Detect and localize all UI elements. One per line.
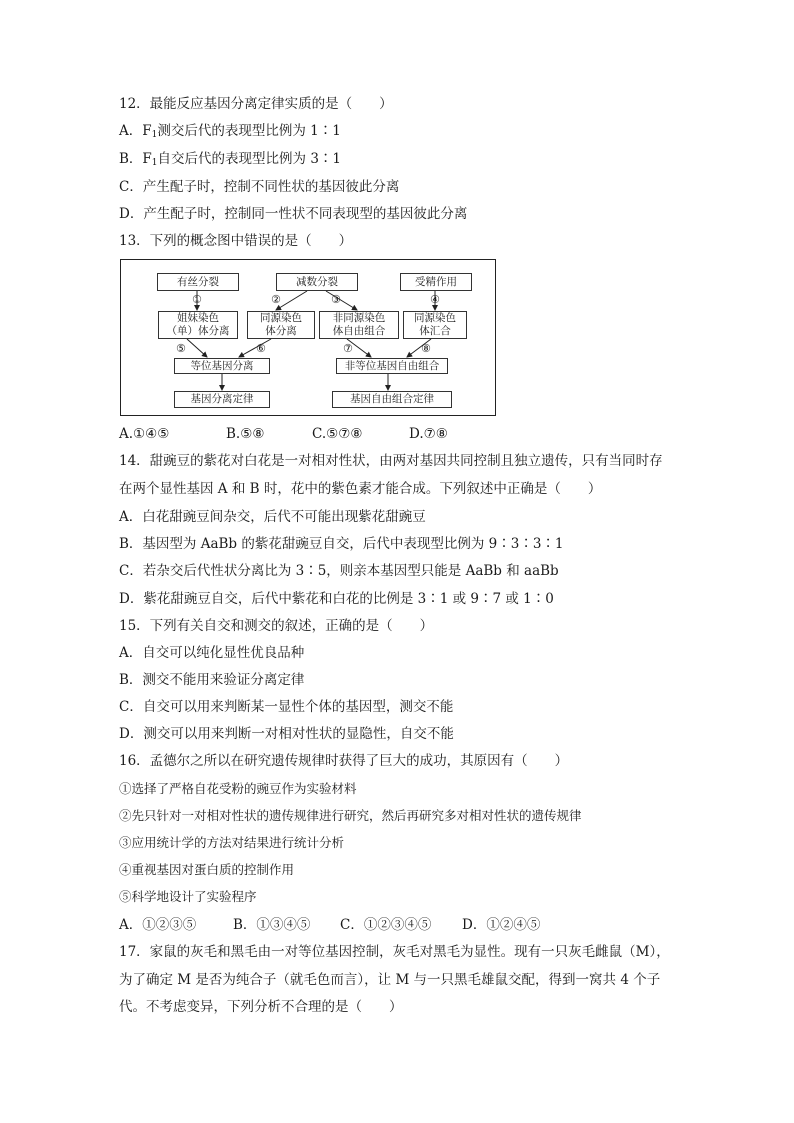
- q16-option-b: B．①③④⑤: [233, 917, 311, 933]
- q16-item-1: ①选择了严格自花受粉的豌豆作为实验材料: [119, 781, 357, 796]
- box-sister-chromatid-separation: 姐妹染色 （单）体分离: [158, 311, 238, 339]
- q16-item-2: ②先只针对一对相对性状的遗传规律进行研究，然后再研究多对相对性状的遗传规律: [119, 808, 582, 823]
- q16-item-5: ⑤科学地设计了实验程序: [119, 889, 257, 904]
- q16-option-c: C．①②③④⑤: [340, 917, 432, 933]
- label-4: ④: [430, 293, 440, 306]
- q14-stem-line1: 14．甜豌豆的紫花对白花是一对相对性状，由两对基因共同控制且独立遗传，只有当同时存: [119, 453, 663, 469]
- q15-option-c: C．自交可以用来判断某一显性个体的基因型，测交不能: [119, 699, 454, 715]
- label-7: ⑦: [343, 342, 353, 355]
- q14-option-a: A．白花甜豌豆间杂交，后代不可能出现紫花甜豌豆: [119, 509, 426, 525]
- q15-stem: 15．下列有关自交和测交的叙述，正确的是（ ）: [119, 618, 434, 634]
- q15-option-b: B．测交不能用来验证分离定律: [119, 672, 305, 688]
- q13-option-d: D.⑦⑧: [409, 426, 448, 442]
- q16-item-3: ③应用统计学的方法对结果进行统计分析: [119, 835, 345, 850]
- q12-option-d: D．产生配子时，控制同一性状不同表现型的基因彼此分离: [119, 206, 468, 222]
- box-meiosis: 减数分裂: [276, 273, 358, 291]
- q15-option-d: D．测交可以用来判断一对相对性状的显隐性，自交不能: [119, 726, 454, 742]
- q12-option-a: A．$F_1$测交后代的表现型比例为 1∶1: [119, 123, 341, 140]
- label-8: ⑧: [421, 342, 431, 355]
- q16-item-4: ④重视基因对蛋白质的控制作用: [119, 862, 295, 877]
- q16-option-a: A．①②③⑤: [119, 917, 197, 933]
- label-2: ②: [271, 293, 281, 306]
- q14-stem-line2: 在两个显性基因 A 和 B 时，花中的紫色素才能合成。下列叙述中正确是（ ）: [119, 481, 602, 497]
- q14-option-c: C．若杂交后代性状分离比为 3∶5，则亲本基因型只能是 AaBb 和 aaBb: [119, 563, 559, 579]
- q12-option-c: C．产生配子时，控制不同性状的基因彼此分离: [119, 179, 400, 195]
- arrow-6: [239, 339, 271, 357]
- box-law-segregation: 基因分离定律: [174, 391, 270, 408]
- q17-stem-line2: 为了确定 M 是否为纯合子（就毛色而言），让 M 与一只黑毛雄鼠交配，得到一窝共 4 个子: [119, 972, 661, 988]
- q13-options: [119, 425, 448, 443]
- box-nonallele-assortment: 非等位基因自由组合: [336, 358, 448, 374]
- box-allele-separation: 等位基因分离: [174, 358, 270, 374]
- label-1: ①: [192, 293, 202, 306]
- q13-option-b: B.⑤⑧: [226, 426, 265, 442]
- q16-options: [119, 916, 540, 934]
- arrow-5: [187, 339, 207, 357]
- q12-stem: 12．最能反应基因分离定律实质的是（ ）: [119, 96, 393, 112]
- q12-option-b: B．$F_1$自交后代的表现型比例为 3∶1: [119, 151, 342, 168]
- q16-stem: 16．孟德尔之所以在研究遗传规律时获得了巨大的成功，其原因有（ ）: [119, 753, 569, 769]
- q14-option-b: B．基因型为 AaBb 的紫花甜豌豆自交，后代中表现型比例为 9∶3∶3∶1: [119, 536, 564, 552]
- q13-option-a: A.①④⑤: [119, 426, 170, 442]
- q17-stem-line3: 代。不考虑变异，下列分析不合理的是（ ）: [119, 999, 403, 1015]
- q17-stem-line1: 17．家鼠的灰毛和黑毛由一对等位基因控制，灰毛对黑毛为显性。现有一只灰毛雌鼠（M），: [119, 944, 670, 960]
- box-homolog-separation: 同源染色 体分离: [247, 311, 315, 339]
- box-law-independent-assortment: 基因自由组合定律: [332, 391, 452, 408]
- q14-option-d: D．紫花甜豌豆自交，后代中紫花和白花的比例是 3∶1 或 9∶7 或 1∶0: [119, 591, 554, 607]
- q15-option-a: A．自交可以纯化显性优良品种: [119, 645, 305, 661]
- q13-option-c: C.⑤⑦⑧: [312, 426, 363, 442]
- q16-option-d: D．①②④⑤: [462, 917, 541, 933]
- box-fertilization: 受精作用: [400, 273, 472, 291]
- label-6: ⑥: [256, 342, 266, 355]
- label-5: ⑤: [176, 342, 186, 355]
- box-nonhomolog-assortment: 非同源染色 体自由组合: [319, 311, 399, 339]
- concept-map: [120, 259, 496, 416]
- q13-stem: 13．下列的概念图中错误的是（ ）: [119, 233, 353, 249]
- box-mitosis: 有丝分裂: [157, 273, 239, 291]
- box-homolog-union: 同源染色 体汇合: [403, 311, 467, 339]
- label-3: ③: [331, 293, 341, 306]
